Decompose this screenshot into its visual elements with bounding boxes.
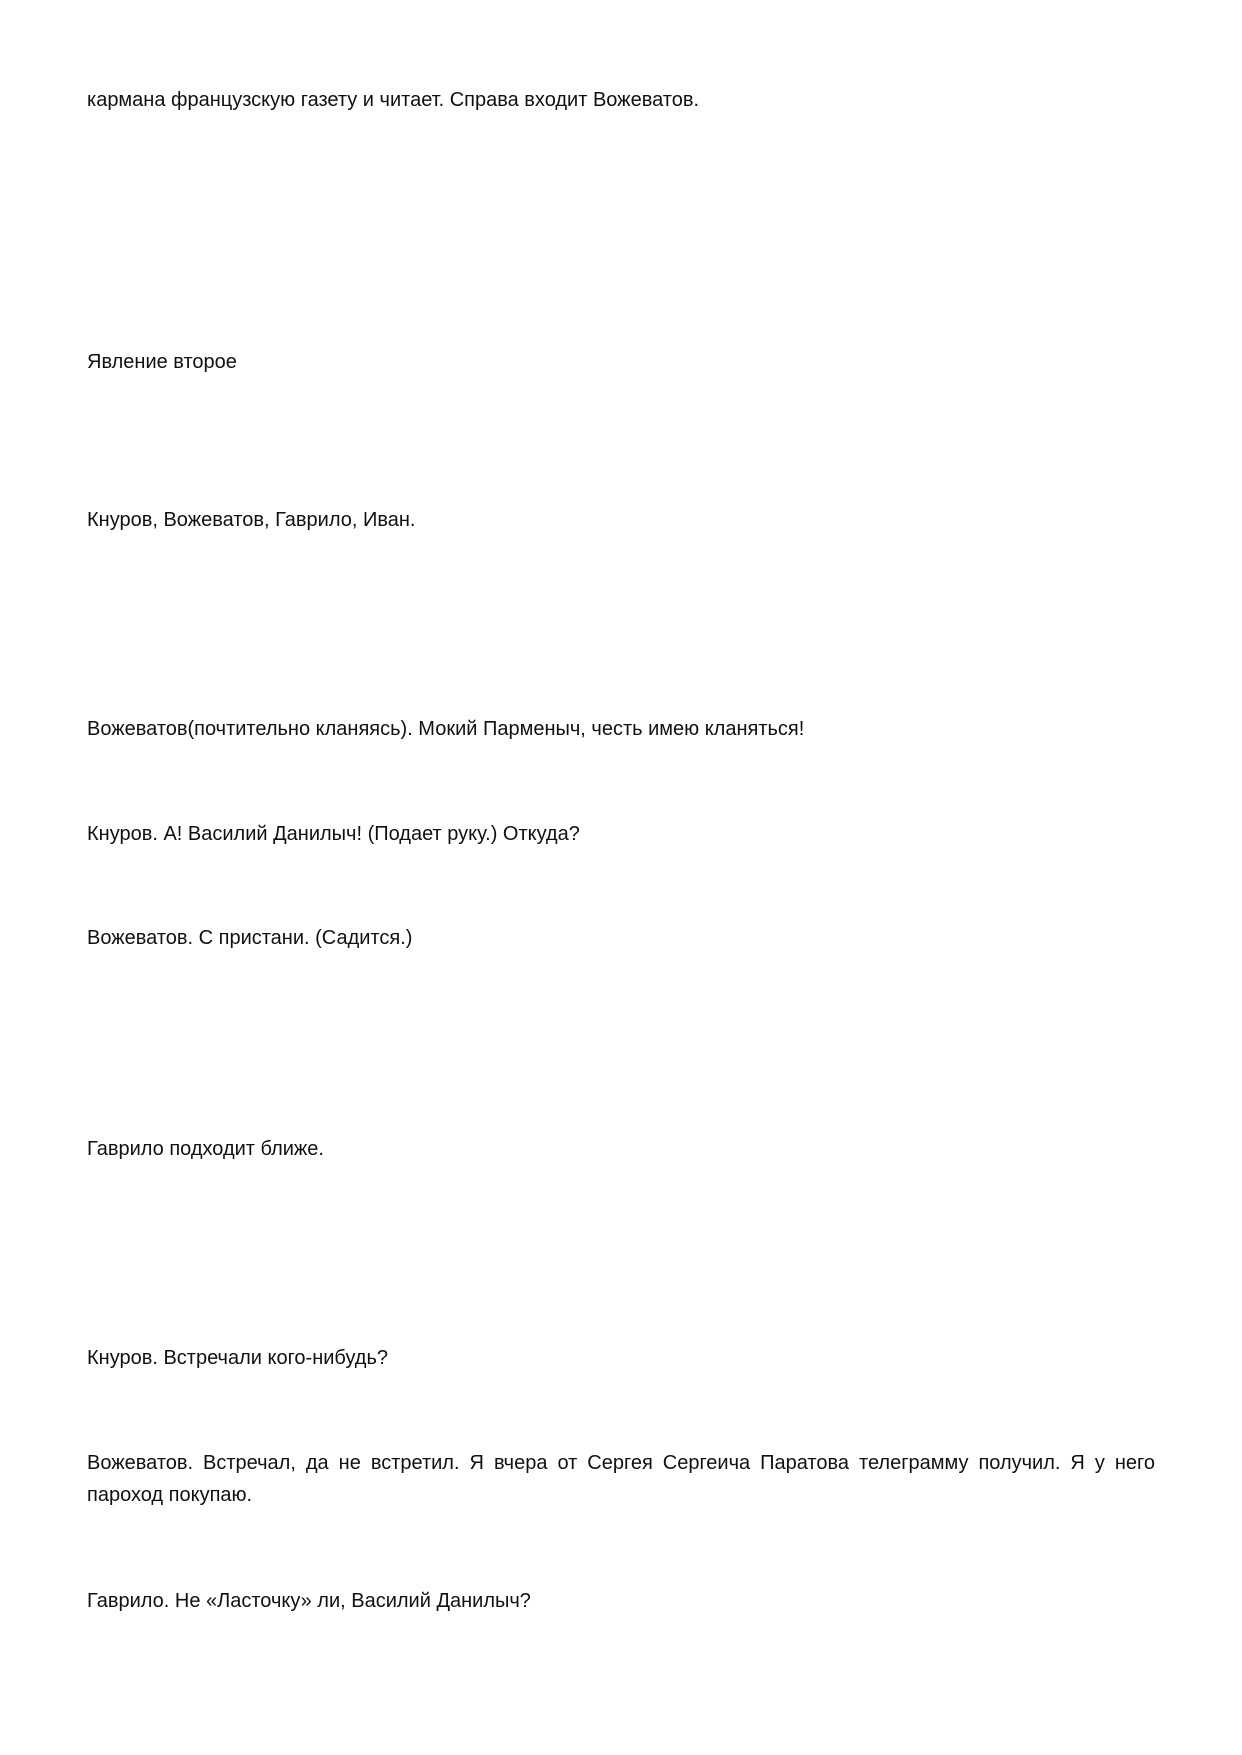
character-list: Кнуров, Вожеватов, Гаврило, Иван. <box>87 509 416 531</box>
dialogue-line: Вожеватов. С пристани. (Садится.) <box>87 927 413 949</box>
dialogue-line: Вожеватов. Встречал, да не встретил. Я вчера от Сергея Сергеича Паратова телеграмму получил. Я у него пароход покупаю. <box>87 1452 1155 1506</box>
dialogue-line: Гаврило. Не «Ласточку» ли, Василий Данилыч? <box>87 1590 531 1612</box>
dialogue-line: Кнуров. А! Василий Данилыч! (Подает руку.) Откуда? <box>87 823 580 845</box>
stage-direction-paragraph: Гаврило подходит ближе. <box>87 1138 324 1160</box>
stage-direction-paragraph: кармана французскую газету и читает. Справа входит Вожеватов. <box>87 89 700 111</box>
scene-heading: Явление второе <box>87 351 237 373</box>
dialogue-line: Вожеватов(почтительно кланяясь). Мокий Парменыч, честь имею кланяться! <box>87 718 805 740</box>
dialogue-line: Кнуров. Встречали кого-нибудь? <box>87 1347 388 1369</box>
